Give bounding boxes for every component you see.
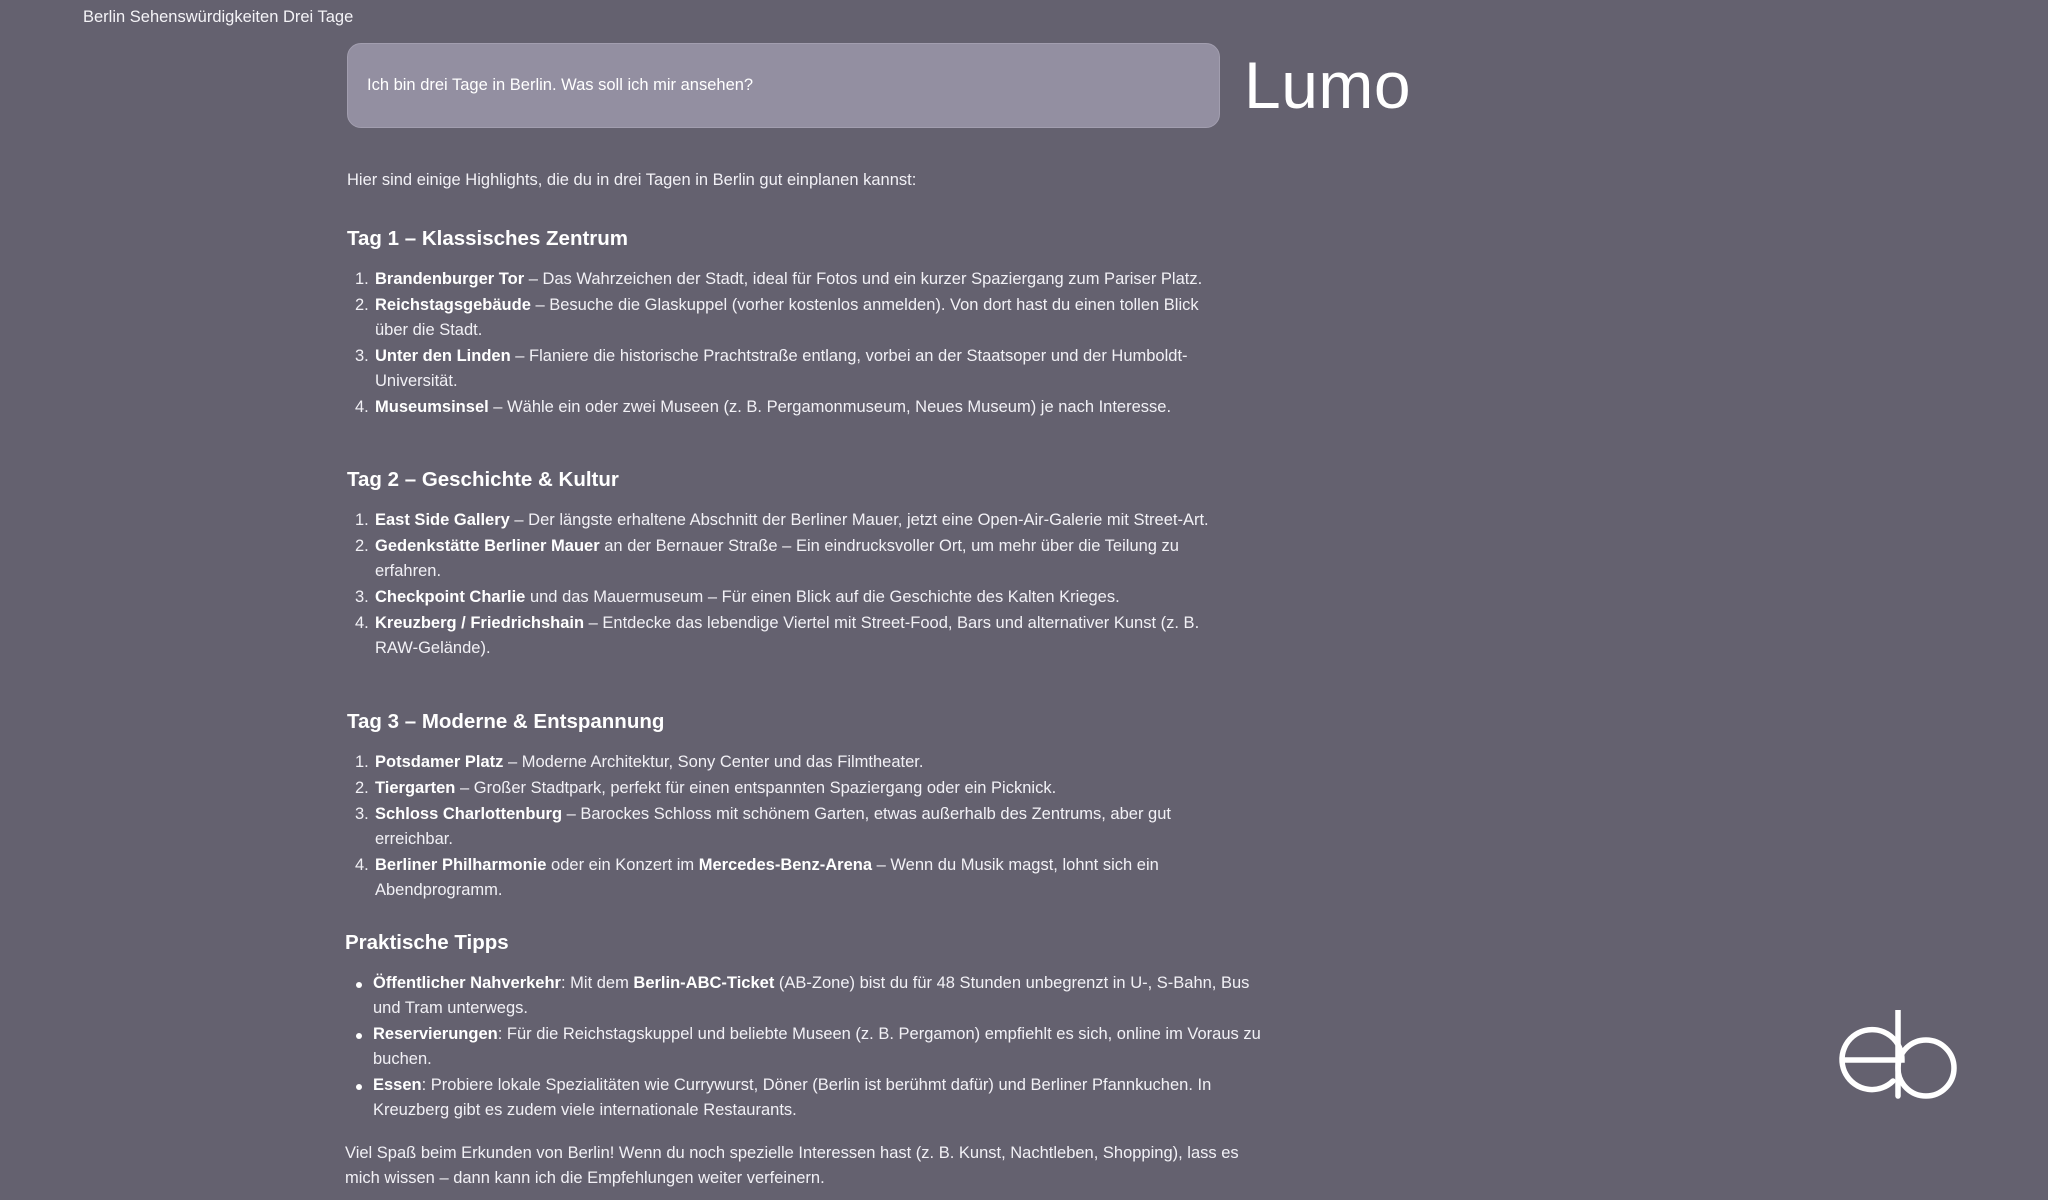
list-item: 3. Checkpoint Charlie und das Mauermuseum – Für einen Blick auf die Geschichte des Kalten Krieges. bbox=[355, 588, 1120, 606]
answer-intro: Hier sind einige Highlights, die du in drei Tagen in Berlin gut einplanen kannst: bbox=[347, 171, 917, 189]
bullet-icon bbox=[356, 1033, 362, 1039]
tips-heading: Praktische Tipps bbox=[345, 931, 509, 954]
day-1-heading: Tag 1 – Klassisches Zentrum bbox=[347, 227, 629, 250]
list-item: 2. Reichstagsgebäude – Besuche die Glaskuppel (vorher kostenlos anmelden). Von dort hast du einen tollen Blick über die Stadt. bbox=[355, 296, 1199, 339]
list-item: 4. Berliner Philharmonie oder ein Konzert im Mercedes-Benz-Arena – Wenn du Musik magst, lohnt sich ein Abendprogramm. bbox=[355, 856, 1159, 899]
list-item: Essen: Probiere lokale Spezialitäten wie Currywurst, Döner (Berlin ist berühmt dafür) und Berliner Pfannkuchen. In Kreuzberg gibt es zudem viele internationale Restaurants. bbox=[345, 1073, 1263, 1123]
list-item: 2. Gedenkstätte Berliner Mauer an der Bernauer Straße – Ein eindrucksvoller Ort, um mehr über die Teilung zu erfahren. bbox=[355, 537, 1179, 580]
eb-logo-icon bbox=[1836, 1010, 1966, 1110]
list-item: 3. Schloss Charlottenburg – Barockes Schloss mit schönem Garten, etwas außerhalb des Zentrums, aber gut erreichbar. bbox=[355, 805, 1171, 848]
user-prompt-bubble bbox=[347, 43, 1220, 128]
day-3-heading: Tag 3 – Moderne & Entspannung bbox=[347, 710, 665, 733]
list-item: 2. Tiergarten – Großer Stadtpark, perfekt für einen entspannten Spaziergang oder ein Picknick. bbox=[355, 779, 1057, 797]
list-item: 1. Potsdamer Platz – Moderne Architektur, Sony Center und das Filmtheater. bbox=[355, 753, 924, 771]
list-item: 4. Museumsinsel – Wähle ein oder zwei Museen (z. B. Pergamonmuseum, Neues Museum) je nach Interesse. bbox=[355, 398, 1172, 416]
list-item: 3. Unter den Linden – Flaniere die historische Prachtstraße entlang, vorbei an der Staatsoper und der Humboldt-Universität. bbox=[355, 347, 1188, 390]
list-item: 4. Kreuzberg / Friedrichshain – Entdecke das lebendige Viertel mit Street-Food, Bars und alternativer Kunst (z. B. RAW-Gelände). bbox=[355, 614, 1200, 657]
page-title: Berlin Sehenswürdigkeiten Drei Tage bbox=[83, 8, 354, 26]
user-prompt-text: Ich bin drei Tage in Berlin. Was soll ich mir ansehen? bbox=[367, 76, 754, 94]
day-3-list bbox=[347, 750, 1227, 904]
tips-list bbox=[345, 971, 1263, 1124]
list-item: 1. Brandenburger Tor – Das Wahrzeichen der Stadt, ideal für Fotos und ein kurzer Spaziergang zum Pariser Platz. bbox=[355, 270, 1203, 288]
list-item: Öffentlicher Nahverkehr: Mit dem Berlin-ABC-Ticket (AB-Zone) bist du für 48 Stunden unbegrenzt in U-, S-Bahn, Bus und Tram unterwegs. bbox=[345, 971, 1263, 1021]
answer-outro: Viel Spaß beim Erkunden von Berlin! Wenn du noch spezielle Interessen hast (z. B. Kunst, Nachtleben, Shopping), lass es mich wissen – dann kann ich die Empfehlungen weiter verfeinern. bbox=[345, 1144, 1239, 1187]
day-2-list bbox=[347, 508, 1227, 662]
day-1-list bbox=[347, 267, 1227, 421]
list-item: 1. East Side Gallery – Der längste erhaltene Abschnitt der Berliner Mauer, jetzt eine Open-Air-Galerie mit Street-Art. bbox=[355, 511, 1209, 529]
bullet-icon bbox=[356, 982, 362, 988]
day-2-heading: Tag 2 – Geschichte & Kultur bbox=[347, 468, 619, 491]
list-item: Reservierungen: Für die Reichstagskuppel und beliebte Museen (z. B. Pergamon) empfiehlt es sich, online im Voraus zu buchen. bbox=[345, 1022, 1263, 1072]
brand-name: Lumo bbox=[1244, 48, 1412, 122]
bullet-icon bbox=[356, 1084, 362, 1090]
